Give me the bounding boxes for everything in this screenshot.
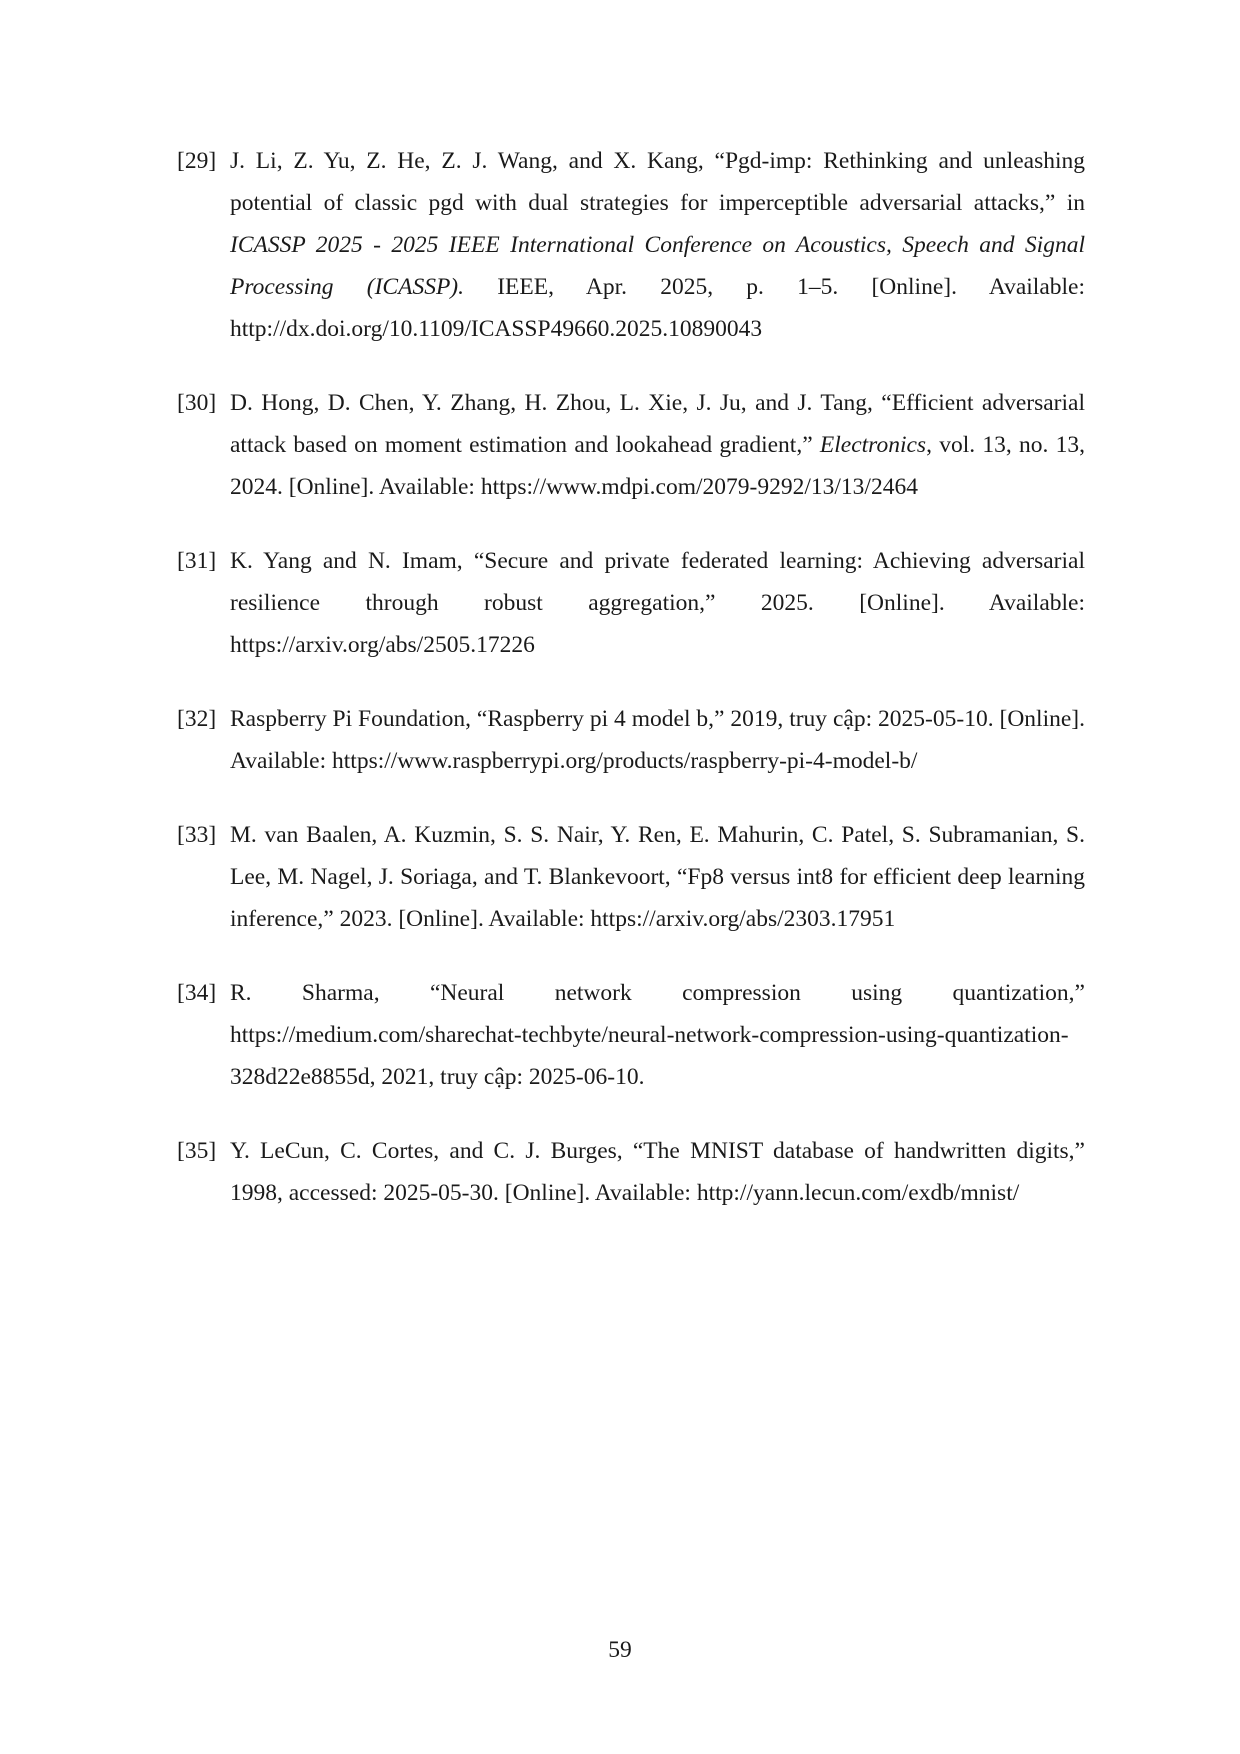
reference-number: [29] bbox=[177, 148, 217, 174]
reference-text-segment: IEEE, Apr. 2025, p. 1–5. [Online]. Available: http://dx.doi.org/10.1109/ICASSP49660.2025.10890043 bbox=[230, 274, 1086, 342]
reference-entry bbox=[177, 382, 1085, 508]
reference-entry bbox=[177, 972, 1085, 1098]
reference-text bbox=[230, 814, 1085, 940]
reference-number: [34] bbox=[177, 980, 217, 1006]
reference-text-segment: Raspberry Pi Foundation, “Raspberry pi 4 model b,” 2019, truy cập: 2025-05-10. [Online]. Available: https://www.raspberrypi.org/products/raspberry-pi-4-model-b/ bbox=[230, 706, 1085, 774]
reference-entry bbox=[177, 814, 1085, 940]
reference-entry bbox=[177, 140, 1085, 350]
reference-list bbox=[177, 140, 1085, 1246]
reference-text-segment: , vol. 13, no. 13, 2024. [Online]. Available: https://www.mdpi.com/2079-9292/13/13/2464 bbox=[230, 432, 1086, 500]
reference-text bbox=[230, 972, 1085, 1098]
reference-entry bbox=[177, 1130, 1085, 1214]
reference-text bbox=[230, 698, 1085, 782]
reference-text bbox=[230, 1130, 1085, 1214]
reference-number: [30] bbox=[177, 390, 217, 416]
reference-number: [31] bbox=[177, 548, 217, 574]
reference-text-segment: M. van Baalen, A. Kuzmin, S. S. Nair, Y. Ren, E. Mahurin, C. Patel, S. Subramanian, S. Lee, M. Nagel, J. Soriaga, and T. Blankevoort, “Fp8 versus int8 for efficient deep learning inference,” 2023. [Online]. Available: https://arxiv.org/abs/2303.17951 bbox=[230, 822, 1085, 932]
reference-text-segment: J. Li, Z. Yu, Z. He, Z. J. Wang, and X. Kang, “Pgd-imp: Rethinking and unleashing potential of classic pgd with dual strategies for imperceptible adversarial attacks,” in bbox=[230, 148, 1085, 216]
reference-number: [35] bbox=[177, 1138, 217, 1164]
reference-entry bbox=[177, 540, 1085, 666]
reference-text bbox=[230, 140, 1085, 350]
reference-number: [33] bbox=[177, 822, 217, 848]
page-number: 59 bbox=[608, 1637, 632, 1663]
reference-text bbox=[230, 540, 1085, 666]
reference-text-segment: K. Yang and N. Imam, “Secure and private federated learning: Achieving adversarial resilience through robust aggregation,” 2025. [Online]. Available: https://arxiv.org/abs/2505.17226 bbox=[230, 548, 1085, 658]
reference-text-segment: R. Sharma, “Neural network compression using quantization,” https://medium.com/sharechat-techbyte/neural-network-compression-using-quantization-328d22e8855d, 2021, truy cập: 2025-06-10. bbox=[230, 980, 1085, 1090]
reference-venue: Electronics bbox=[819, 432, 927, 458]
reference-text bbox=[230, 382, 1085, 508]
reference-text-segment: Y. LeCun, C. Cortes, and C. J. Burges, “The MNIST database of handwritten digits,” 1998, accessed: 2025-05-30. [Online]. Available: http://yann.lecun.com/exdb/mnist/ bbox=[230, 1138, 1085, 1206]
reference-venue: ICASSP 2025 - 2025 IEEE International Conference on Acoustics, Speech and Signal Processing (ICASSP). bbox=[230, 232, 1085, 300]
reference-entry bbox=[177, 698, 1085, 782]
reference-text-segment: D. Hong, D. Chen, Y. Zhang, H. Zhou, L. Xie, J. Ju, and J. Tang, “Efficient adversarial attack based on moment estimation and lookahead gradient,” bbox=[230, 390, 1085, 458]
reference-number: [32] bbox=[177, 706, 217, 732]
